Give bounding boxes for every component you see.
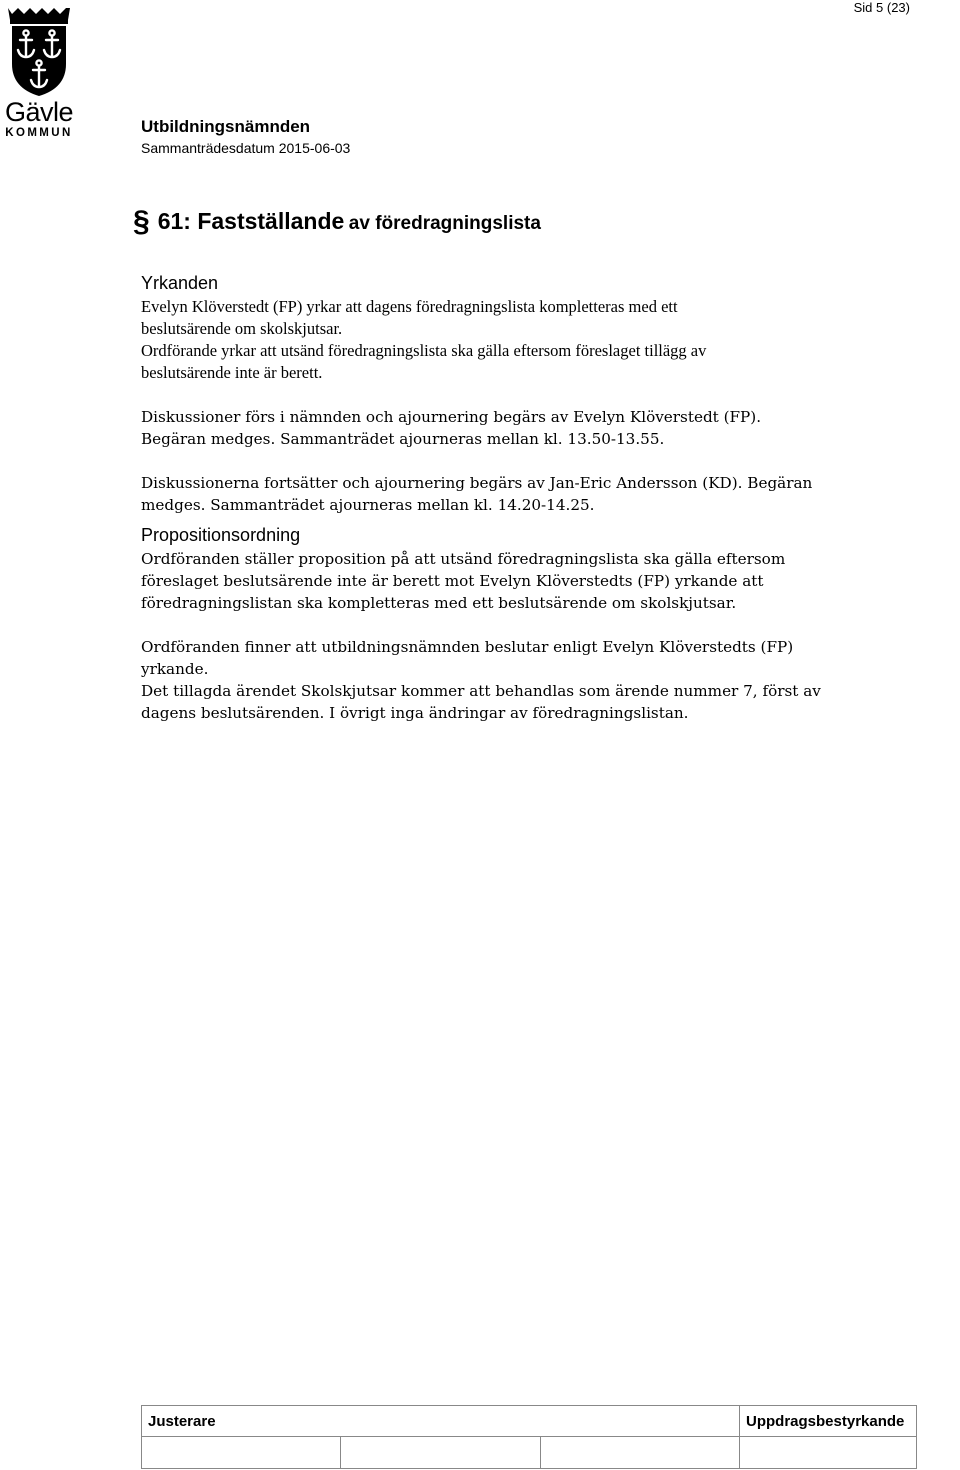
decision-line: Det tillagda ärendet Skolskjutsar kommer att behandlas som ärende nummer 7, först av [141, 682, 821, 700]
signature-box [540, 1437, 739, 1469]
section-heading [133, 205, 541, 239]
discussion-line: medges. Sammanträdet ajourneras mellan kl. 14.20-14.25. [141, 496, 595, 514]
signature-box [341, 1437, 540, 1469]
proposition-line: föreslaget beslutsärende inte är berett mot Evelyn Klöverstedts (FP) yrkande att [141, 572, 764, 590]
proposition-line: Ordföranden ställer proposition på att utsänd föredragningslista ska gälla eftersom [141, 550, 786, 568]
signature-table [141, 1405, 917, 1469]
justerare-label: Justerare [142, 1406, 740, 1437]
coat-of-arms-icon [2, 4, 76, 100]
uppdragsbestyrkande-label: Uppdragsbestyrkande [740, 1406, 917, 1437]
yrkanden-heading: Yrkanden [141, 273, 219, 293]
discussion-line: Begäran medges. Sammanträdet ajourneras mellan kl. 13.50-13.55. [141, 430, 665, 448]
signature-box [740, 1437, 917, 1469]
decision-line: Ordföranden finner att utbildningsnämnden beslutar enligt Evelyn Klöverstedts (FP) [141, 638, 794, 656]
propositionsordning-heading: Propositionsordning [141, 525, 301, 545]
yrkanden-line: Ordförande yrkar att utsänd föredragningslista ska gälla eftersom föreslaget tillägg av [141, 341, 707, 360]
logo-name: Gävle [4, 97, 74, 127]
yrkanden-line: beslutsärende om skolskjutsar. [141, 319, 343, 338]
document-body [141, 270, 901, 724]
section-number-title: 61: Fastställande [157, 208, 345, 234]
decision-line: yrkande. [141, 660, 209, 678]
yrkanden-line: Evelyn Klöverstedt (FP) yrkar att dagens föredragningslista kompletteras med ett [141, 297, 678, 316]
discussion-line: Diskussionerna fortsätter och ajournering begärs av Jan-Eric Andersson (KD). Begäran [141, 474, 813, 492]
section-title-rest: av föredragningslista [348, 213, 541, 234]
paragraph-sign: § [133, 205, 150, 238]
yrkanden-line: beslutsärende inte är berett. [141, 363, 323, 382]
discussion-line: Diskussioner förs i nämnden och ajournering begärs av Evelyn Klöverstedt (FP). [141, 408, 762, 426]
gavle-kommun-logo [2, 4, 76, 139]
logo-subtitle: KOMMUN [5, 127, 73, 139]
decision-line: dagens beslutsärenden. I övrigt inga ändringar av föredragningslistan. [141, 704, 689, 722]
header-date: Sammanträdesdatum 2015-06-03 [141, 140, 351, 156]
header-title: Utbildningsnämnden [141, 117, 311, 136]
signature-box [142, 1437, 341, 1469]
page-number: Sid 5 (23) [853, 0, 910, 15]
proposition-line: föredragningslistan ska kompletteras med ett beslutsärende om skolskjutsar. [141, 594, 737, 612]
